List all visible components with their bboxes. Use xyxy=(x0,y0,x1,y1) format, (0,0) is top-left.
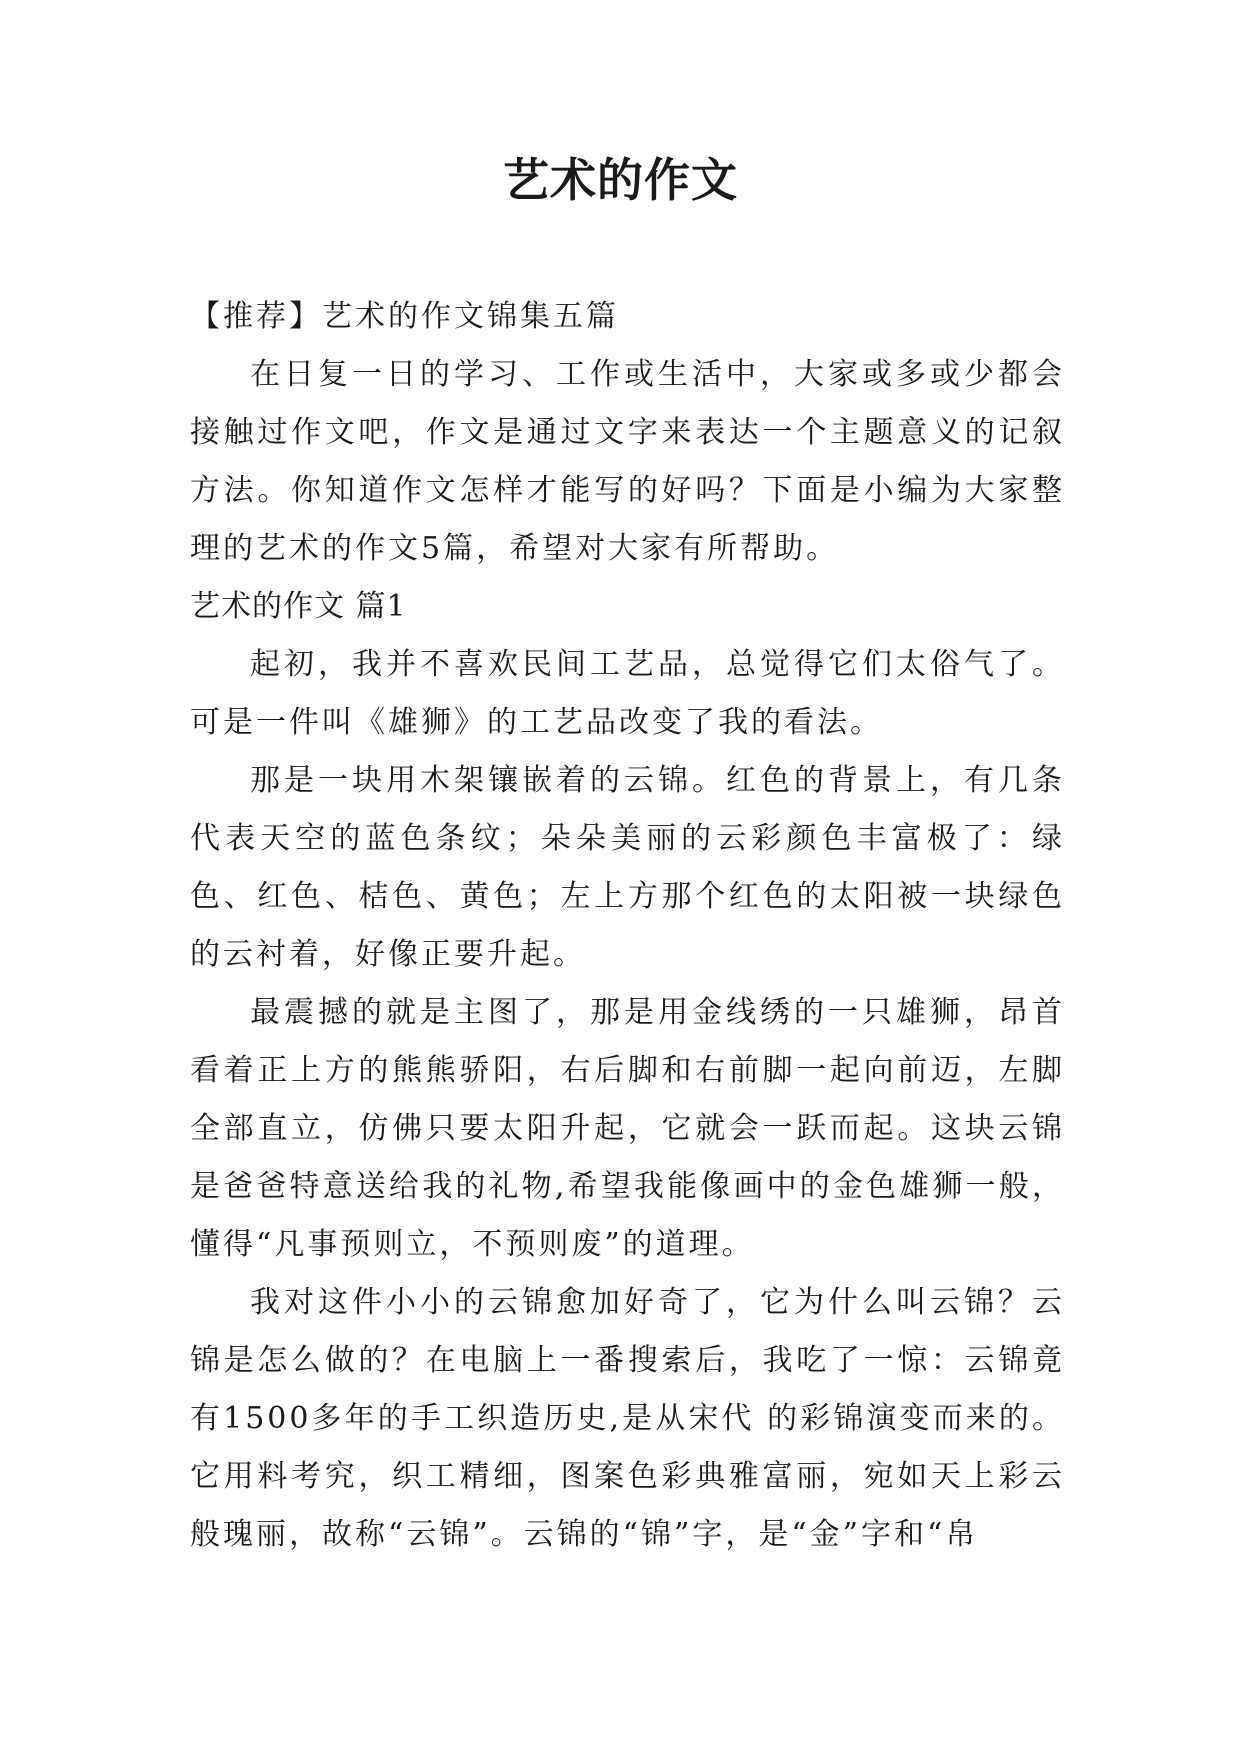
document-body xyxy=(190,288,1065,1564)
paragraph-1: 起初，我并不喜欢民间工艺品，总觉得它们太俗气了。可是一件叫《雄狮》的工艺品改变了我的看法。 xyxy=(190,647,1065,740)
intro-paragraph: 在日复一日的学习、工作或生活中，大家或多或少都会接触过作文吧，作文是通过文字来表达一个主题意义的记叙方法。你知道作文怎样才能写的好吗？下面是小编为大家整理的艺术的作文5篇，希望对大家有所帮助。 xyxy=(190,357,1065,566)
intro-heading: 【推荐】艺术的作文锦集五篇 xyxy=(190,299,619,334)
document-title: 艺术的作文 xyxy=(503,153,738,207)
paragraph-4: 我对这件小小的云锦愈加好奇了，它为什么叫云锦？云锦是怎么做的？在电脑上一番搜索后，我吃了一惊：云锦竟有1500多年的手工织造历史,是从宋代 的彩锦演变而来的。它用料考究，织工精细，图案色彩典雅富丽，宛如天上彩云般瑰丽，故称“云锦”。云锦的“锦”字，是“金”字和“帛 xyxy=(190,1285,1065,1552)
paragraph-2: 那是一块用木架镶嵌着的云锦。红色的背景上，有几条代表天空的蓝色条纹；朵朵美丽的云彩颜色丰富极了：绿色、红色、桔色、黄色；左上方那个红色的太阳被一块绿色的云衬着，好像正要升起。 xyxy=(190,763,1065,972)
section-heading: 艺术的作文 篇1 xyxy=(190,589,407,624)
paragraph-3: 最震撼的就是主图了，那是用金线绣的一只雄狮，昂首看着正上方的熊熊骄阳，右后脚和右前脚一起向前迈，左脚全部直立，仿佛只要太阳升起，它就会一跃而起。这块云锦是爸爸特意送给我的礼物,希望我能像画中的金色雄狮一般，懂得“凡事预则立，不预则废”的道理。 xyxy=(190,995,1065,1262)
